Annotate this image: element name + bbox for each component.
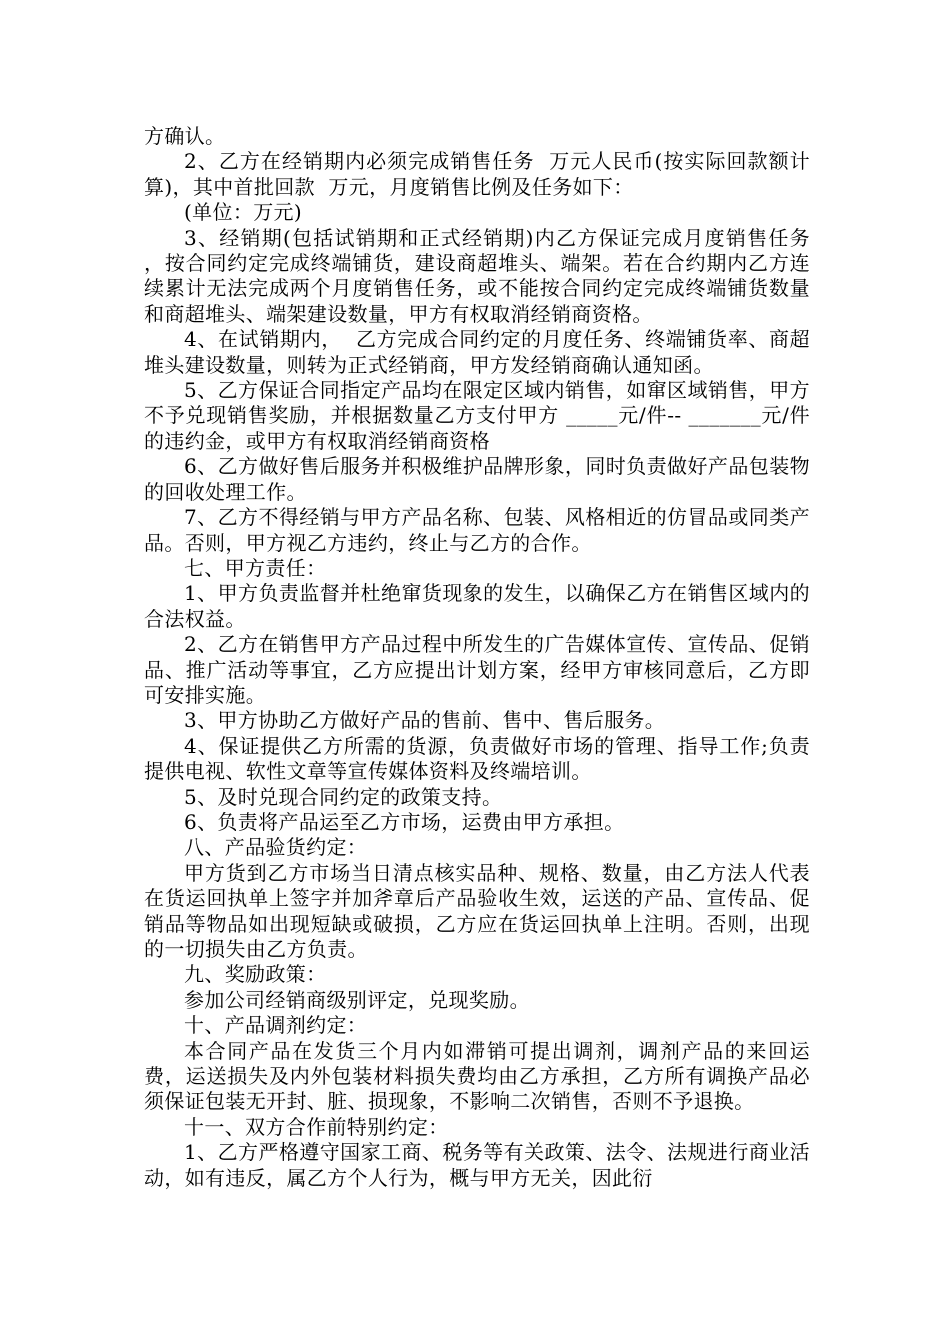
paragraph: 5、乙方保证合同指定产品均在限定区域内销售，如窜区域销售，甲方不予兑现销售奖励，并根据数量乙方支付甲方 _____元/件-- _______元/件的违约金，或甲方有权取消经销商资格 — [144, 378, 810, 453]
paragraph: 4、在试销期内， 乙方完成合同约定的月度任务、终端铺货率、商超堆头建设数量，则转为正式经销商，甲方发经销商确认通知函。 — [144, 327, 810, 377]
paragraph: 参加公司经销商级别评定，兑现奖励。 — [184, 987, 530, 1012]
paragraph: 1、甲方负责监督并杜绝窜货现象的发生，以确保乙方在销售区域内的合法权益。 — [144, 581, 810, 631]
paragraph: 方确认。 — [144, 124, 226, 148]
section-heading: 十、产品调剂约定： — [184, 1013, 368, 1038]
paragraph: (单位：万元) — [184, 200, 303, 225]
paragraph: 5、及时兑现合同约定的政策支持。 — [184, 784, 503, 809]
section-heading: 九、奖励政策： — [184, 962, 327, 987]
paragraph: 甲方货到乙方市场当日清点核实品种、规格、数量，由乙方法人代表在货运回执单上签字并加斧章后产品验收生效，运送的产品、宣传品、促销品等物品如出现短缺或破损，乙方应在货运回执单上注明。否则，出现的一切损失由乙方负责。 — [144, 860, 810, 961]
section-heading: 七、甲方责任： — [184, 555, 327, 580]
paragraph: 3、经销期(包括试销期和正式经销期)内乙方保证完成月度销售任务 ，按合同约定完成终端铺货，建设商超堆头、端架。若在合约期内乙方连续累计无法完成两个月度销售任务，或不能按合同约定完成终端铺货数量和商超堆头、端架建设数量，甲方有权取消经销商资格。 — [144, 225, 817, 326]
paragraph: 2、乙方在经销期内必须完成销售任务 万元人民币(按实际回款额计算)，其中首批回款 万元，月度销售比例及任务如下： — [144, 149, 810, 199]
paragraph: 2、乙方在销售甲方产品过程中所发生的广告媒体宣传、宣传品、促销品、推广活动等事宜，乙方应提出计划方案，经甲方审核同意后，乙方即可安排实施。 — [144, 632, 810, 707]
paragraph: 6、乙方做好售后服务并积极维护品牌形象，同时负责做好产品包装物的回收处理工作。 — [144, 454, 810, 504]
paragraph: 7、乙方不得经销与甲方产品名称、包装、风格相近的仿冒品或同类产品。否则，甲方视乙方违约，终止与乙方的合作。 — [144, 505, 810, 555]
paragraph: 本合同产品在发货三个月内如滞销可提出调剂，调剂产品的来回运费，运送损失及内外包装材料损失费均由乙方承担，乙方所有调换产品必须保证包装无开封、脏、损现象，不影响二次销售，否则不予退换。 — [144, 1038, 810, 1114]
section-heading: 十一、双方合作前特别约定： — [184, 1114, 449, 1139]
document-body — [144, 124, 817, 1191]
paragraph: 4、保证提供乙方所需的货源，负责做好市场的管理、指导工作;负责提供电视、软性文章等宣传媒体资料及终端培训。 — [144, 733, 810, 784]
paragraph: 6、负责将产品运至乙方市场，运费由甲方承担。 — [184, 809, 625, 834]
section-heading: 八、产品验货约定： — [184, 835, 368, 860]
paragraph: 1、乙方严格遵守国家工商、税务等有关政策、法令、法规进行商业活动，如有违反，属乙方个人行为，概与甲方无关，因此衍 — [144, 1140, 810, 1190]
paragraph: 3、甲方协助乙方做好产品的售前、售中、售后服务。 — [184, 708, 666, 733]
